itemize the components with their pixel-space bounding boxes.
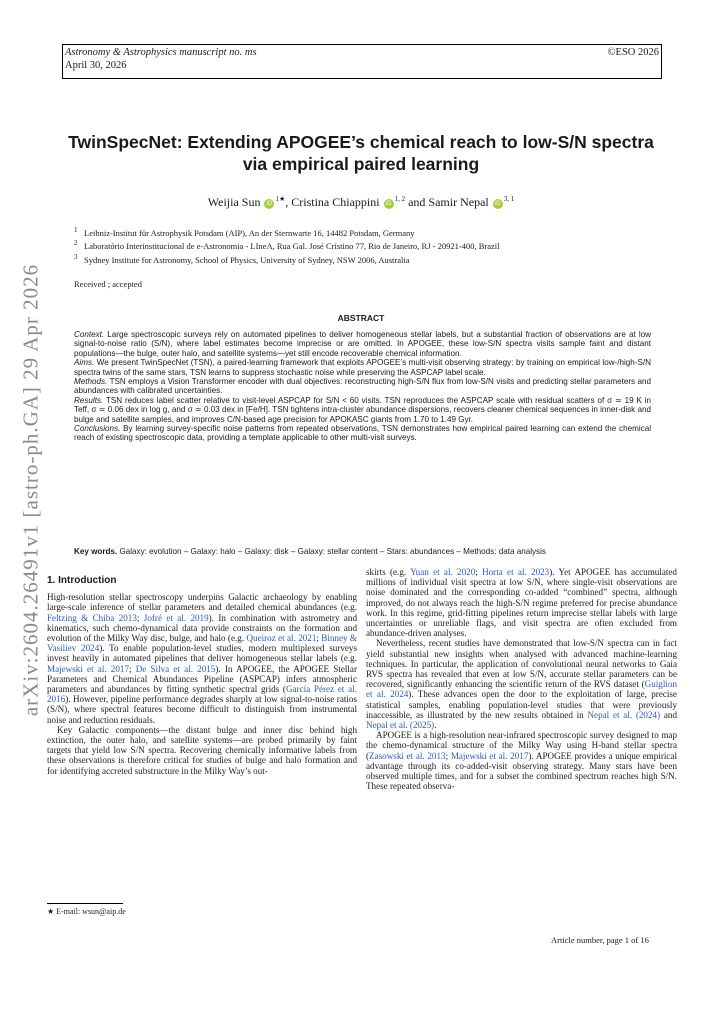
section-heading: 1. Introduction [47, 575, 117, 586]
body-text: and [660, 709, 677, 720]
body-text: ). APOGEE provides a unique empirical advantage through its co-added-visit observing strategy. Many stars have been observed multiple times, and for a subset the combined spectrum reaches high S/N. These repeated observa- [366, 750, 677, 792]
body-text: ). However, pipeline performance degrades sharply at low signal-to-noise ratios (S/N), where spectral features become difficult to distinguish from instrumental noise and reduction residuals. [47, 694, 357, 725]
citation-link[interactable]: Nepal et al. (2025) [366, 720, 435, 731]
body-text: High-resolution stellar spectroscopy underpins Galactic archaeology by enabling large-scale inference of stellar parameters and detailed chemical abundances (e.g. [47, 592, 357, 613]
author-separator: , [285, 195, 292, 209]
author-separator: and [405, 195, 429, 209]
body-text: ; [136, 612, 144, 623]
body-text: Key Galactic components—the distant bulge and inner disc behind high extinction, the outer halo, and satellite systems—are probed primarily by faint targets that yield low S/N spectra. Recovering chemically informative labels from these observations is therefore critical for studies of bulge and halo formation and for identifying accreted substructure in the Milky Way’s out- [47, 724, 357, 776]
abstract-text: Large spectroscopic surveys rely on automated pipelines to deliver homogeneous stellar labels, but a substantial fraction of observations are at low signal-to-noise ratio (S/N), where label estimates become imprecise or are omitted. In APOGEE, these low-S/N spectra visits sample faint and distant populations—the bulge, outer halo, and satellite systems—yet still encode recoverable chemical information. [74, 330, 651, 358]
body-text: ; [129, 663, 136, 674]
citation-link[interactable]: Nepal et al. (2024) [587, 709, 661, 720]
body-text: ). Yet APOGEE has accumulated millions of individual visit spectra at low S/N, where single-visit observations are noise dominated and the corresponding co-added “combined” spectra, although improved, do not always reach the high-S/N regime preferred for precise abundance work. In this regime, grid-fitting pipelines return imprecise stellar labels with large uncertainties or unreliable flags, and visit spectra are often excluded from abundance-driven analyses. [366, 567, 677, 639]
journal-name: Astronomy & Astrophysics manuscript no. ms [65, 47, 257, 58]
right-column-text [366, 567, 677, 791]
running-header [62, 44, 662, 79]
received-line: Received ; accepted [74, 279, 142, 289]
page-number: Article number, page 1 of 16 [551, 935, 649, 945]
abstract-label: Context. [74, 330, 105, 339]
manuscript-date: April 30, 2026 [65, 60, 127, 71]
left-column [47, 576, 357, 776]
body-paragraph [47, 725, 357, 776]
affiliation-number: 1 [74, 226, 78, 234]
author-name: Cristina Chiappini [291, 195, 380, 209]
citation-link[interactable]: Yuan et al. 2020 [410, 567, 476, 577]
citation-link[interactable]: García Pérez et al. 2016 [47, 684, 357, 705]
abstract-paragraph [74, 377, 651, 396]
citation-link[interactable]: Jofré et al. 2019 [143, 612, 209, 623]
author-name: Samir Nepal [428, 195, 489, 209]
body-text: ; [475, 567, 483, 577]
abstract-label: Methods. [74, 377, 108, 387]
author-list [62, 195, 660, 210]
abstract-label: Results. [74, 395, 104, 405]
abstract [74, 330, 651, 443]
arxiv-stamp-text: arXiv:2604.26491v1 [astro-ph.GA] 29 Apr 2026 [18, 263, 43, 717]
abstract-text: We present TwinSpecNet (TSN), a paired-learning framework that exploits APOGEE’s multi-visit observing strategy: by training on empirical low-/high-S/N spectra twins of the same stars, TSN learns to suppress stochastic noise while preserving the ASPCAP label scale. [74, 358, 651, 377]
citation-link[interactable]: Guiglion et al. 2024 [366, 679, 677, 700]
body-text: ). To enable population-level studies, modern multiplexed surveys invest heavily in automated pipelines that deliver homogeneous stellar labels (e.g. [47, 643, 357, 664]
affiliation-text: Leibniz-Institut für Astrophysik Potsdam (AIP), An der Sternwarte 16, 14482 Potsdam, Germany [84, 227, 415, 238]
affiliation-number: 3 [74, 252, 78, 261]
citation-link[interactable]: Majewski et al. 2017 [450, 750, 529, 761]
right-column [366, 567, 677, 791]
body-paragraph [366, 730, 677, 791]
author-affil-marker: 1★ [275, 195, 286, 203]
keywords-text: Galaxy: evolution – Galaxy: halo – Galaxy: disk – Galaxy: stellar content – Stars: abundances – Methods: data analysis [119, 547, 546, 556]
abstract-paragraph [74, 396, 651, 424]
abstract-text: TSN reduces label scatter relative to visit-level ASPCAP for S/N < 60 visits. TSN reproduces the ASPCAP scale with residual scatters of σ ≃ 19 K in Teff, σ ≃ 0.06 dex in log g, and σ ≃ 0.03 dex in [Fe/H]. TSN tightens intra-cluster abundance dispersions, recovers cleaner chemical sequences in inner-disk and bulge and satellite samples, and improves C/N-based age precision for APOKASC giants from 1.70 to 1.49 Gyr. [74, 395, 651, 424]
citation-link[interactable]: Binney & Vasiliev 2024 [47, 633, 357, 654]
affiliation-number: 2 [74, 239, 78, 248]
abstract-text: By learning survey-specific noise patterns from repeated observations, TSN demonstrates how empirical paired learning can extend the chemical reach of existing spectroscopic data, providing a template applicable to other multi-visit surveys. [74, 424, 651, 443]
body-paragraph [47, 592, 357, 725]
abstract-label: Conclusions. [74, 424, 121, 434]
body-paragraph [366, 638, 677, 730]
citation-link[interactable]: Majewski et al. 2017 [47, 663, 129, 674]
citation-link[interactable]: Feltzing & Chiba 2013 [47, 612, 137, 623]
left-column-text [47, 592, 357, 776]
abstract-label: Aims. [74, 358, 95, 368]
keywords [74, 547, 664, 556]
citation-link[interactable]: Zasowski et al. 2013 [369, 750, 446, 761]
citation-link[interactable]: De Silva et al. 2015 [135, 663, 216, 674]
citation-link[interactable]: Queiroz et al. 2021 [246, 633, 317, 644]
author-affil-marker: 1, 2 [394, 195, 406, 203]
body-text: ). These advances open the door to the exploitation of large, precise statistical samples, enabling population-level studies that were previously inaccessible, as illustrated by the new results obtained in [366, 689, 677, 720]
abstract-paragraph [74, 330, 651, 358]
affiliation [74, 225, 664, 238]
citation-link[interactable]: Horta et al. 2023 [482, 567, 550, 577]
body-text: skirts (e.g. [366, 567, 411, 577]
body-text: APOGEE is a high-resolution near-infrared spectroscopic survey designed to map the chemo-dynamical structure of the Milky Way using H-band stellar spectra ( [366, 730, 677, 761]
body-text: . [434, 720, 437, 731]
affiliation [74, 252, 664, 265]
body-text: ). In APOGEE, the APOGEE Stellar Parameters and Chemical Abundances Pipeline (ASPCAP) infers atmospheric parameters and abundances by fitting synthetic spectral grids ( [47, 663, 357, 695]
abstract-paragraph [74, 424, 651, 443]
body-text: Nevertheless, recent studies have demonstrated that low-S/N spectra can in fact yield substantial new insights when analysed with advanced machine-learning techniques. In particular, the application of convolutional neural networks to Gaia RVS spectra has revealed that even at low S/N, accurate stellar parameters can be recovered, significantly enhancing the scientific return of the RVS dataset ( [366, 638, 677, 690]
affiliation [74, 238, 664, 251]
author-name: Weijia Sun [207, 195, 261, 209]
author-affil-marker: 3, 1 [503, 195, 515, 203]
keywords-label: Key words. [74, 547, 118, 556]
copyright: ©ESO 2026 [607, 47, 659, 58]
body-paragraph [366, 567, 677, 638]
abstract-heading: ABSTRACT [337, 313, 385, 323]
body-text: ; [316, 633, 322, 644]
footnote: ★ E-mail: wsun@aip.de [47, 907, 126, 916]
affiliation-text: Sydney Institute for Astronomy, School of Physics, University of Sydney, NSW 2006, Australia [84, 254, 410, 265]
orcid-icon[interactable]: iD [384, 199, 394, 209]
orcid-icon[interactable]: iD [493, 199, 503, 209]
body-text: ). In combination with astrometry and kinematics, such chemo-dynamical data provide constraints on the formation and evolution of the Milky Way disc, bulge, and halo (e.g. [47, 612, 358, 644]
footnote-rule [47, 903, 123, 904]
affiliation-text: Laboratório Interinstitucional de e-Astronomia - LIneA, Rua Gal. José Cristino 77, Rio de Janeiro, RJ - 20921-400, Brazil [84, 241, 500, 252]
abstract-paragraph [74, 358, 651, 377]
abstract-text: TSN employs a Vision Transformer encoder with dual objectives: reconstructing high-S/N flux from low-S/N visits and predicting stellar parameters and abundances with calibrated uncertainties. [74, 377, 651, 396]
affiliations [74, 225, 664, 265]
body-text: ; [445, 750, 451, 761]
paper-title: TwinSpecNet: Extending APOGEE’s chemical reach to low-S/N spectra via empirical paired learning [68, 132, 654, 174]
orcid-icon[interactable]: iD [264, 199, 274, 209]
